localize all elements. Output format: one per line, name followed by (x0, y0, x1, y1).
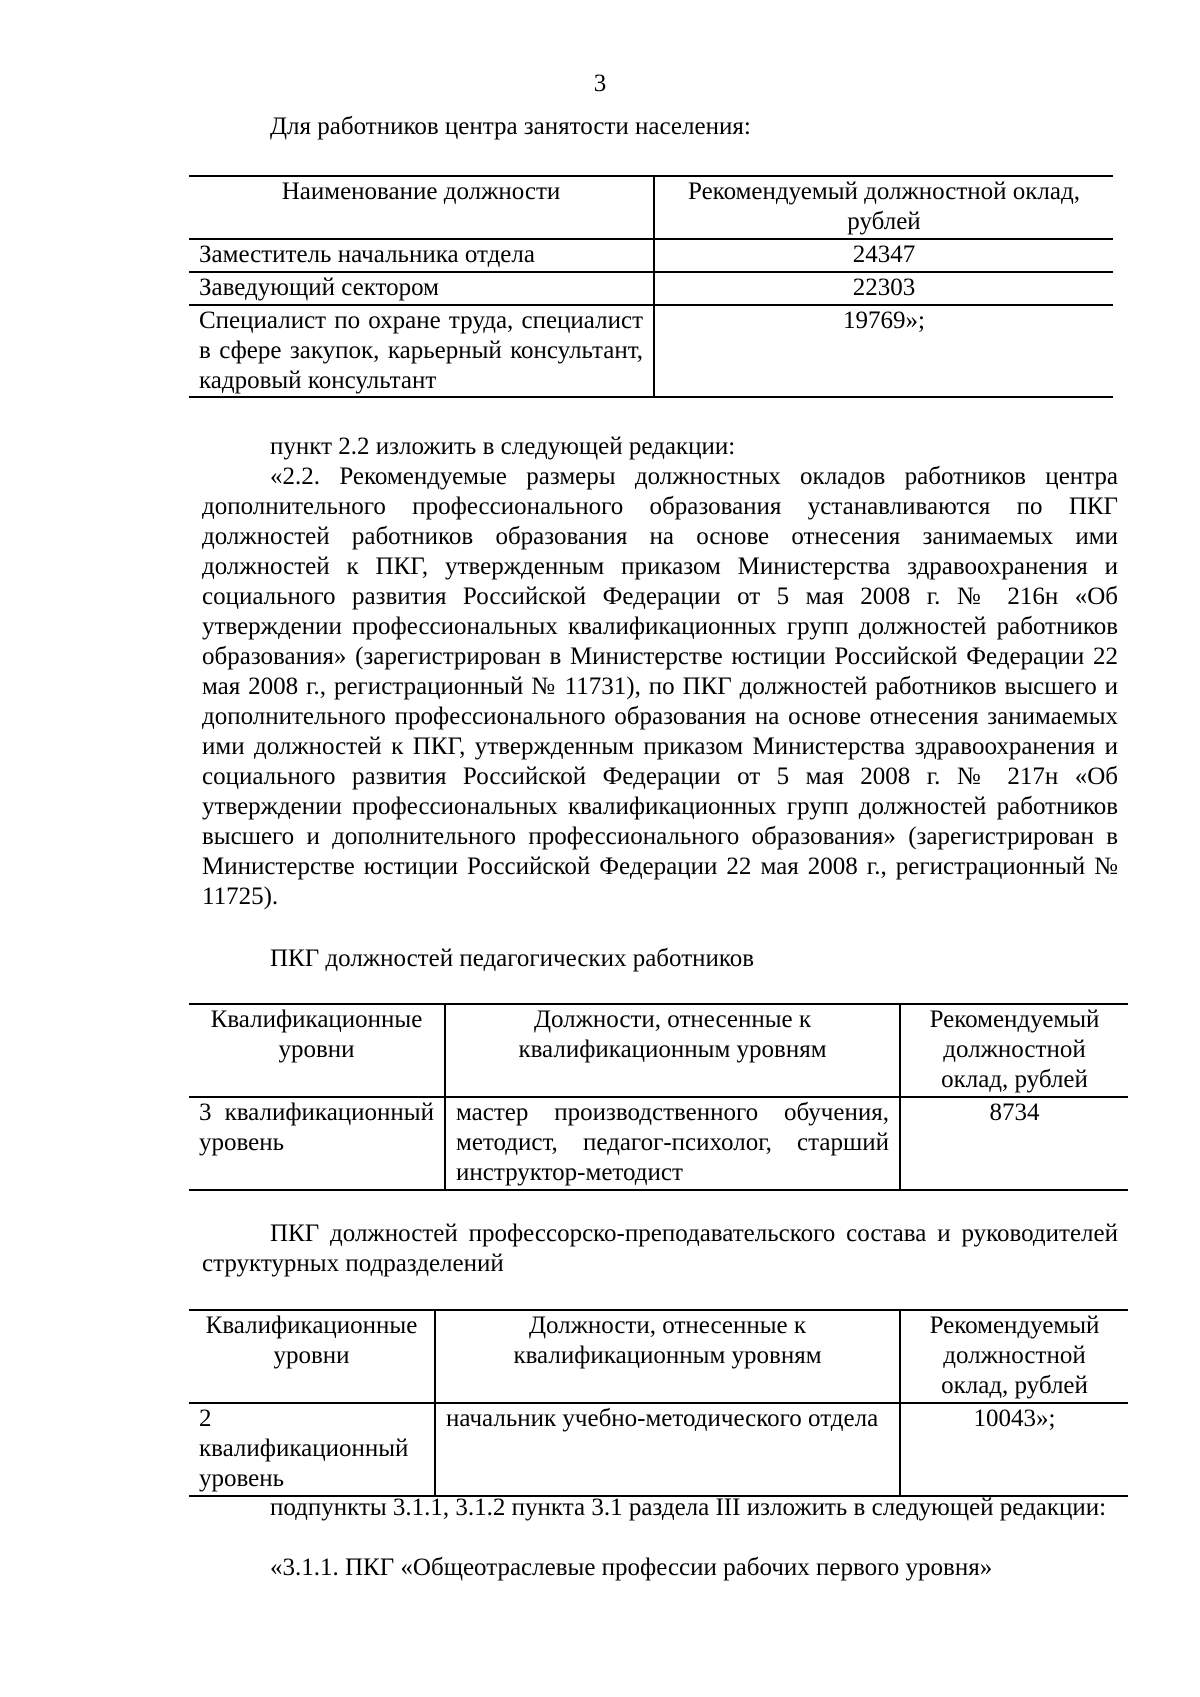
cell-positions: мастер производственного обучения, методист, педагог-психолог, старший инструктор-методист (445, 1097, 900, 1190)
table-header-row (189, 1004, 1128, 1097)
faculty-heading: ПКГ должностей профессорско-преподавательского состава и руководителей структурных подразделений (202, 1220, 1118, 1277)
cell-salary: 8734 (900, 1097, 1128, 1190)
header-level: Квалификационные уровни (189, 1004, 445, 1097)
cell-salary: 19769»; (654, 305, 1113, 397)
page-number: 3 (593, 70, 607, 97)
cell-position: Заместитель начальника отдела (189, 239, 654, 272)
table-header-row (189, 1310, 1128, 1403)
cell-salary: 24347 (654, 239, 1113, 272)
header-positions: Должности, отнесенные к квалификационным уровням (445, 1004, 900, 1097)
header-salary: Рекомендуемый должностной оклад, рублей (900, 1310, 1128, 1403)
cell-salary: 22303 (654, 272, 1113, 305)
table-header-row (189, 176, 1113, 239)
faculty-salary-table (189, 1309, 1128, 1497)
cell-level: 2 квалификационный уровень (189, 1403, 435, 1496)
cell-salary: 10043»; (900, 1403, 1128, 1496)
header-position: Наименование должности (189, 176, 654, 239)
header-salary: Рекомендуемый должностной оклад, рублей (900, 1004, 1128, 1097)
table-row (189, 272, 1113, 305)
cell-level: 3 квалификационный уровень (189, 1097, 445, 1190)
section-2-2-text: «2.2. Рекомендуемые размеры должностных окладов работников центра дополнительного профессионального образования устанавливаются по ПКГ должностей работников образования на основе отнесения занимаемых ими должностей к ПКГ, утвержденным приказом Министерства здравоохранения и социального развития Российской Федерации от 5 мая 2008 г. № 216н «Об утверждении профессиональных квалификационных групп должностей работников образования» (зарегистрирован в Министерстве юстиции Российской Федерации 22 мая 2008 г., регистрационный № 11731), по ПКГ должностей работников высшего и дополнительного профессионального образования на основе отнесения занимаемых ими должностей к ПКГ, утвержденным приказом Министерства здравоохранения и социального развития Российской Федерации от 5 мая 2008 г. № 217н «Об утверждении профессиональных квалификационных групп должностей работников высшего и дополнительного профессионального образования» (зарегистрирован в Министерстве юстиции Российской Федерации 22 мая 2008 г., регистрационный № 11725). (202, 463, 1118, 910)
instruction-3-1: подпункты 3.1.1, 3.1.2 пункта 3.1 раздела III изложить в следующей редакции: (270, 1494, 1107, 1521)
employment-center-salary-table (189, 175, 1113, 398)
cell-position: Заведующий сектором (189, 272, 654, 305)
header-positions: Должности, отнесенные к квалификационным уровням (435, 1310, 900, 1403)
table-row (189, 305, 1113, 397)
header-level: Квалификационные уровни (189, 1310, 435, 1403)
instruction-2-2: пункт 2.2 изложить в следующей редакции: (270, 433, 736, 460)
section-3-1-1-title: «3.1.1. ПКГ «Общеотраслевые профессии рабочих первого уровня» (270, 1554, 993, 1581)
pedagogical-heading: ПКГ должностей педагогических работников (270, 945, 755, 972)
pedagogical-salary-table (189, 1003, 1128, 1191)
intro-text: Для работников центра занятости населения: (270, 113, 751, 140)
header-salary: Рекомендуемый должностной оклад, рублей (654, 176, 1113, 239)
cell-position: Специалист по охране труда, специалист в сфере закупок, карьерный консультант, кадровый консультант (189, 305, 654, 397)
table-row (189, 239, 1113, 272)
cell-positions: начальник учебно-методического отдела (435, 1403, 900, 1496)
table-row (189, 1097, 1128, 1190)
table-row (189, 1403, 1128, 1496)
